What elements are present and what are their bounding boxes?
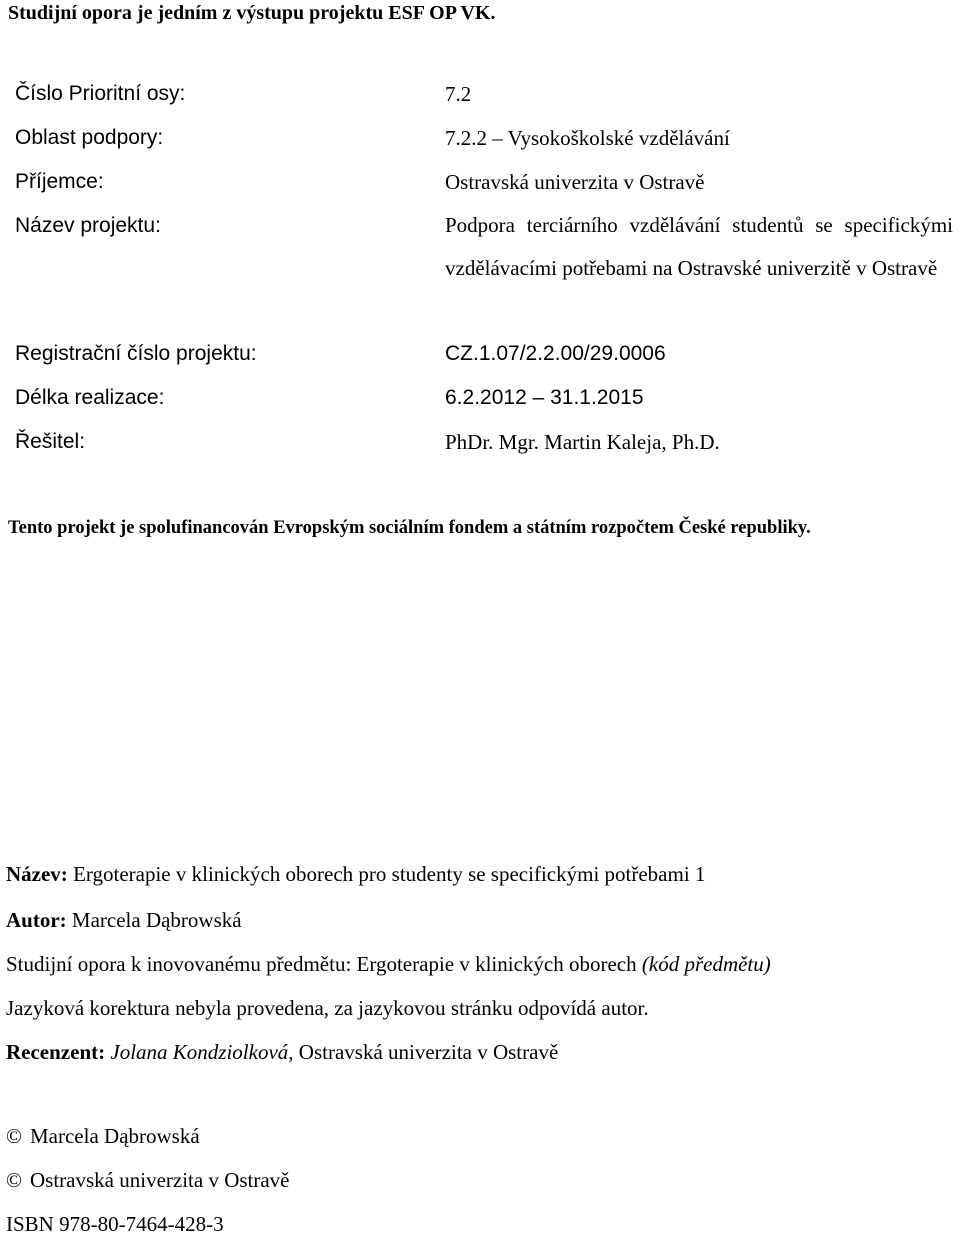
- copyright-icon: ©: [6, 1168, 22, 1192]
- label-recipient: Příjemce:: [15, 170, 104, 193]
- copyright-line-author: [6, 1124, 200, 1149]
- copyright-holder-author: Marcela Dąbrowská: [30, 1124, 200, 1148]
- info-row-registration-number: [8, 332, 953, 376]
- label-support-area: Oblast podpory:: [15, 126, 164, 149]
- info-row-recipient: [8, 160, 953, 204]
- isbn: ISBN 978-80-7464-428-3: [6, 1212, 224, 1236]
- value-recipient: Ostravská univerzita v Ostravě: [445, 170, 705, 194]
- label-researcher: Řešitel:: [15, 430, 86, 453]
- publication-name-label: Název:: [6, 862, 68, 886]
- publication-reviewer-label: Recenzent:: [6, 1040, 106, 1064]
- publication-course-code: (kód předmětu): [641, 952, 771, 976]
- info-row-support-area: [8, 116, 953, 160]
- value-support-area: 7.2.2 – Vysokoškolské vzdělávání: [445, 126, 730, 150]
- label-project-name: Název projektu:: [15, 214, 161, 237]
- value-project-name: Podpora terciárního vzdělávání studentů se specifickými vzdělávacími potřebami na Ostravské univerzitě v Ostravě: [445, 213, 953, 280]
- publication-author: [6, 908, 242, 933]
- value-priority-axis: 7.2: [445, 82, 472, 106]
- publication-proofreading: Jazyková korektura nebyla provedena, za jazykovou stránku odpovídá autor.: [6, 996, 649, 1020]
- publication-author-label: Autor:: [6, 908, 67, 932]
- info-row-researcher: [8, 420, 953, 464]
- label-priority-axis: Číslo Prioritní osy:: [15, 82, 186, 105]
- project-info-table: [8, 72, 953, 464]
- publication-name-value: Ergoterapie v klinických oborech pro studenty se specifickými potřebami 1: [73, 862, 706, 886]
- publication-course: [6, 952, 771, 977]
- value-researcher: PhDr. Mgr. Martin Kaleja, Ph.D.: [445, 430, 720, 454]
- publication-reviewer: [6, 1040, 558, 1065]
- info-row-project-name: [8, 204, 953, 332]
- label-registration-number: Registrační číslo projektu:: [15, 342, 257, 365]
- copyright-line-university: [6, 1168, 290, 1193]
- copyright-icon: ©: [6, 1124, 22, 1148]
- info-row-duration: [8, 376, 953, 420]
- publication-reviewer-org: Ostravská univerzita v Ostravě: [298, 1040, 559, 1064]
- value-duration: 6.2.2012 – 31.1.2015: [445, 386, 644, 409]
- publication-author-value: Marcela Dąbrowská: [71, 908, 242, 932]
- value-registration-number: CZ.1.07/2.2.00/29.0006: [445, 342, 666, 365]
- publication-name: [6, 862, 705, 887]
- publication-course-text: Studijní opora k inovovanému předmětu: Ergoterapie v klinických oborech: [6, 952, 637, 976]
- copyright-holder-university: Ostravská univerzita v Ostravě: [30, 1168, 290, 1192]
- funding-note: Tento projekt je spolufinancován Evropským sociálním fondem a státním rozpočtem České republiky.: [8, 518, 811, 538]
- label-duration: Délka realizace:: [15, 386, 165, 409]
- publication-reviewer-name: Jolana Kondziolková,: [110, 1040, 294, 1064]
- info-row-priority-axis: [8, 72, 953, 116]
- header-note: Studijní opora je jedním z výstupu projektu ESF OP VK.: [8, 2, 496, 24]
